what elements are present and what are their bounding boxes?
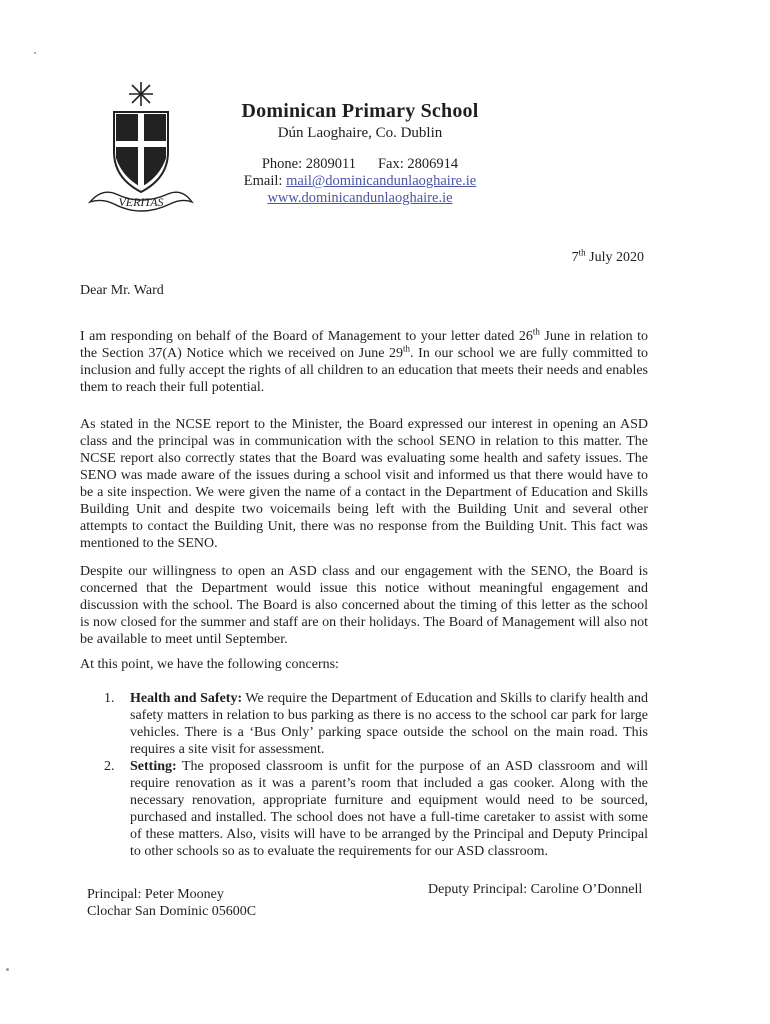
star-icon	[129, 82, 153, 106]
principal-name: Principal: Peter Mooney	[87, 887, 224, 902]
scan-speck	[34, 52, 36, 54]
phone: Phone: 2809011	[261, 156, 356, 172]
paragraph-2: As stated in the NCSE report to the Minister, the Board expressed our interest in opening an ASD class and the principal was in communication with the school SENO in relation to this matter. The NCSE report also correctly states that the Board was evaluating some health and safety issues. The SENO was made aware of the issues during a school visit and informed us that there would have to be a site inspection. We were given the name of a contact in the Department of Education and Skills Building Unit and despite two voicemails being left with the Building Unit and several other attempts to contact the Building Unit, there was no response from the Building Unit. This fact was mentioned to the SENO.	[80, 417, 648, 551]
letterhead	[200, 100, 520, 207]
paragraph-1: I am responding on behalf of the Board of Management to your letter dated 26th June in relation to the Section 37(A) Notice which we received on June 29th. In our school we are fully committed to inclusion and fully accept the rights of all children to an education that meets their needs and enables them to reach their full potential.	[80, 326, 649, 395]
school-name: Dominican Primary School	[241, 100, 479, 122]
concern-heading: Setting:	[130, 759, 177, 774]
paragraph-3: Despite our willingness to open an ASD class and our engagement with the SENO, the Board is concerned that the Department would issue this notice without meaningful engagement and discussion with the school. The Board is also concerned about the timing of this letter as the school is now closed for the summer and staff are on their holidays. The Board of Management will also not be available to meet until September.	[80, 564, 648, 647]
principal-signature	[87, 886, 256, 920]
fax: Fax: 2806914	[377, 156, 459, 172]
email-link[interactable]: mail@dominicandunlaoghaire.ie	[286, 173, 477, 189]
deputy-principal-signature: Deputy Principal: Caroline O’Donnell	[428, 882, 643, 897]
letter-date: 7th July 2020	[571, 247, 644, 265]
school-address: Dún Laoghaire, Co. Dublin	[277, 125, 443, 141]
roll-number: Clochar San Dominic 05600C	[87, 904, 257, 919]
website-link[interactable]: www.dominicandunlaoghaire.ie	[267, 190, 453, 206]
salutation: Dear Mr. Ward	[80, 283, 164, 298]
concern-heading: Health and Safety:	[130, 691, 243, 706]
contact-block	[200, 156, 520, 207]
crest-motto: VERITAS	[118, 195, 164, 209]
email-label: Email:	[243, 173, 283, 189]
list-item: 1. Health and Safety: We require the Department of Education and Skills to clarify health and safety matters in relation to bus parking as there is no access to the school car park for large vehicles. There is a ‘Bus Only’ parking space outside the school on the main road. This requires a site visit for assessment.	[104, 691, 649, 757]
concerns-list	[80, 690, 648, 860]
paragraph-4: At this point, we have the following concerns:	[80, 657, 339, 672]
school-crest-logo	[86, 80, 196, 220]
scan-speck	[6, 968, 9, 971]
list-item: 2. Setting: The proposed classroom is unfit for the purpose of an ASD classroom and will require renovation as it was a parent’s room that included a gas cooker. Along with the necessary renovation, appropriate furniture and equipment would need to be sourced, purchased and installed. The school does not have a full-time caretaker to assist with some of these matters. Also, visits will have to be arranged by the Principal and Deputy Principal to other schools so as to evaluate the requirements for our ASD classroom.	[104, 759, 648, 859]
